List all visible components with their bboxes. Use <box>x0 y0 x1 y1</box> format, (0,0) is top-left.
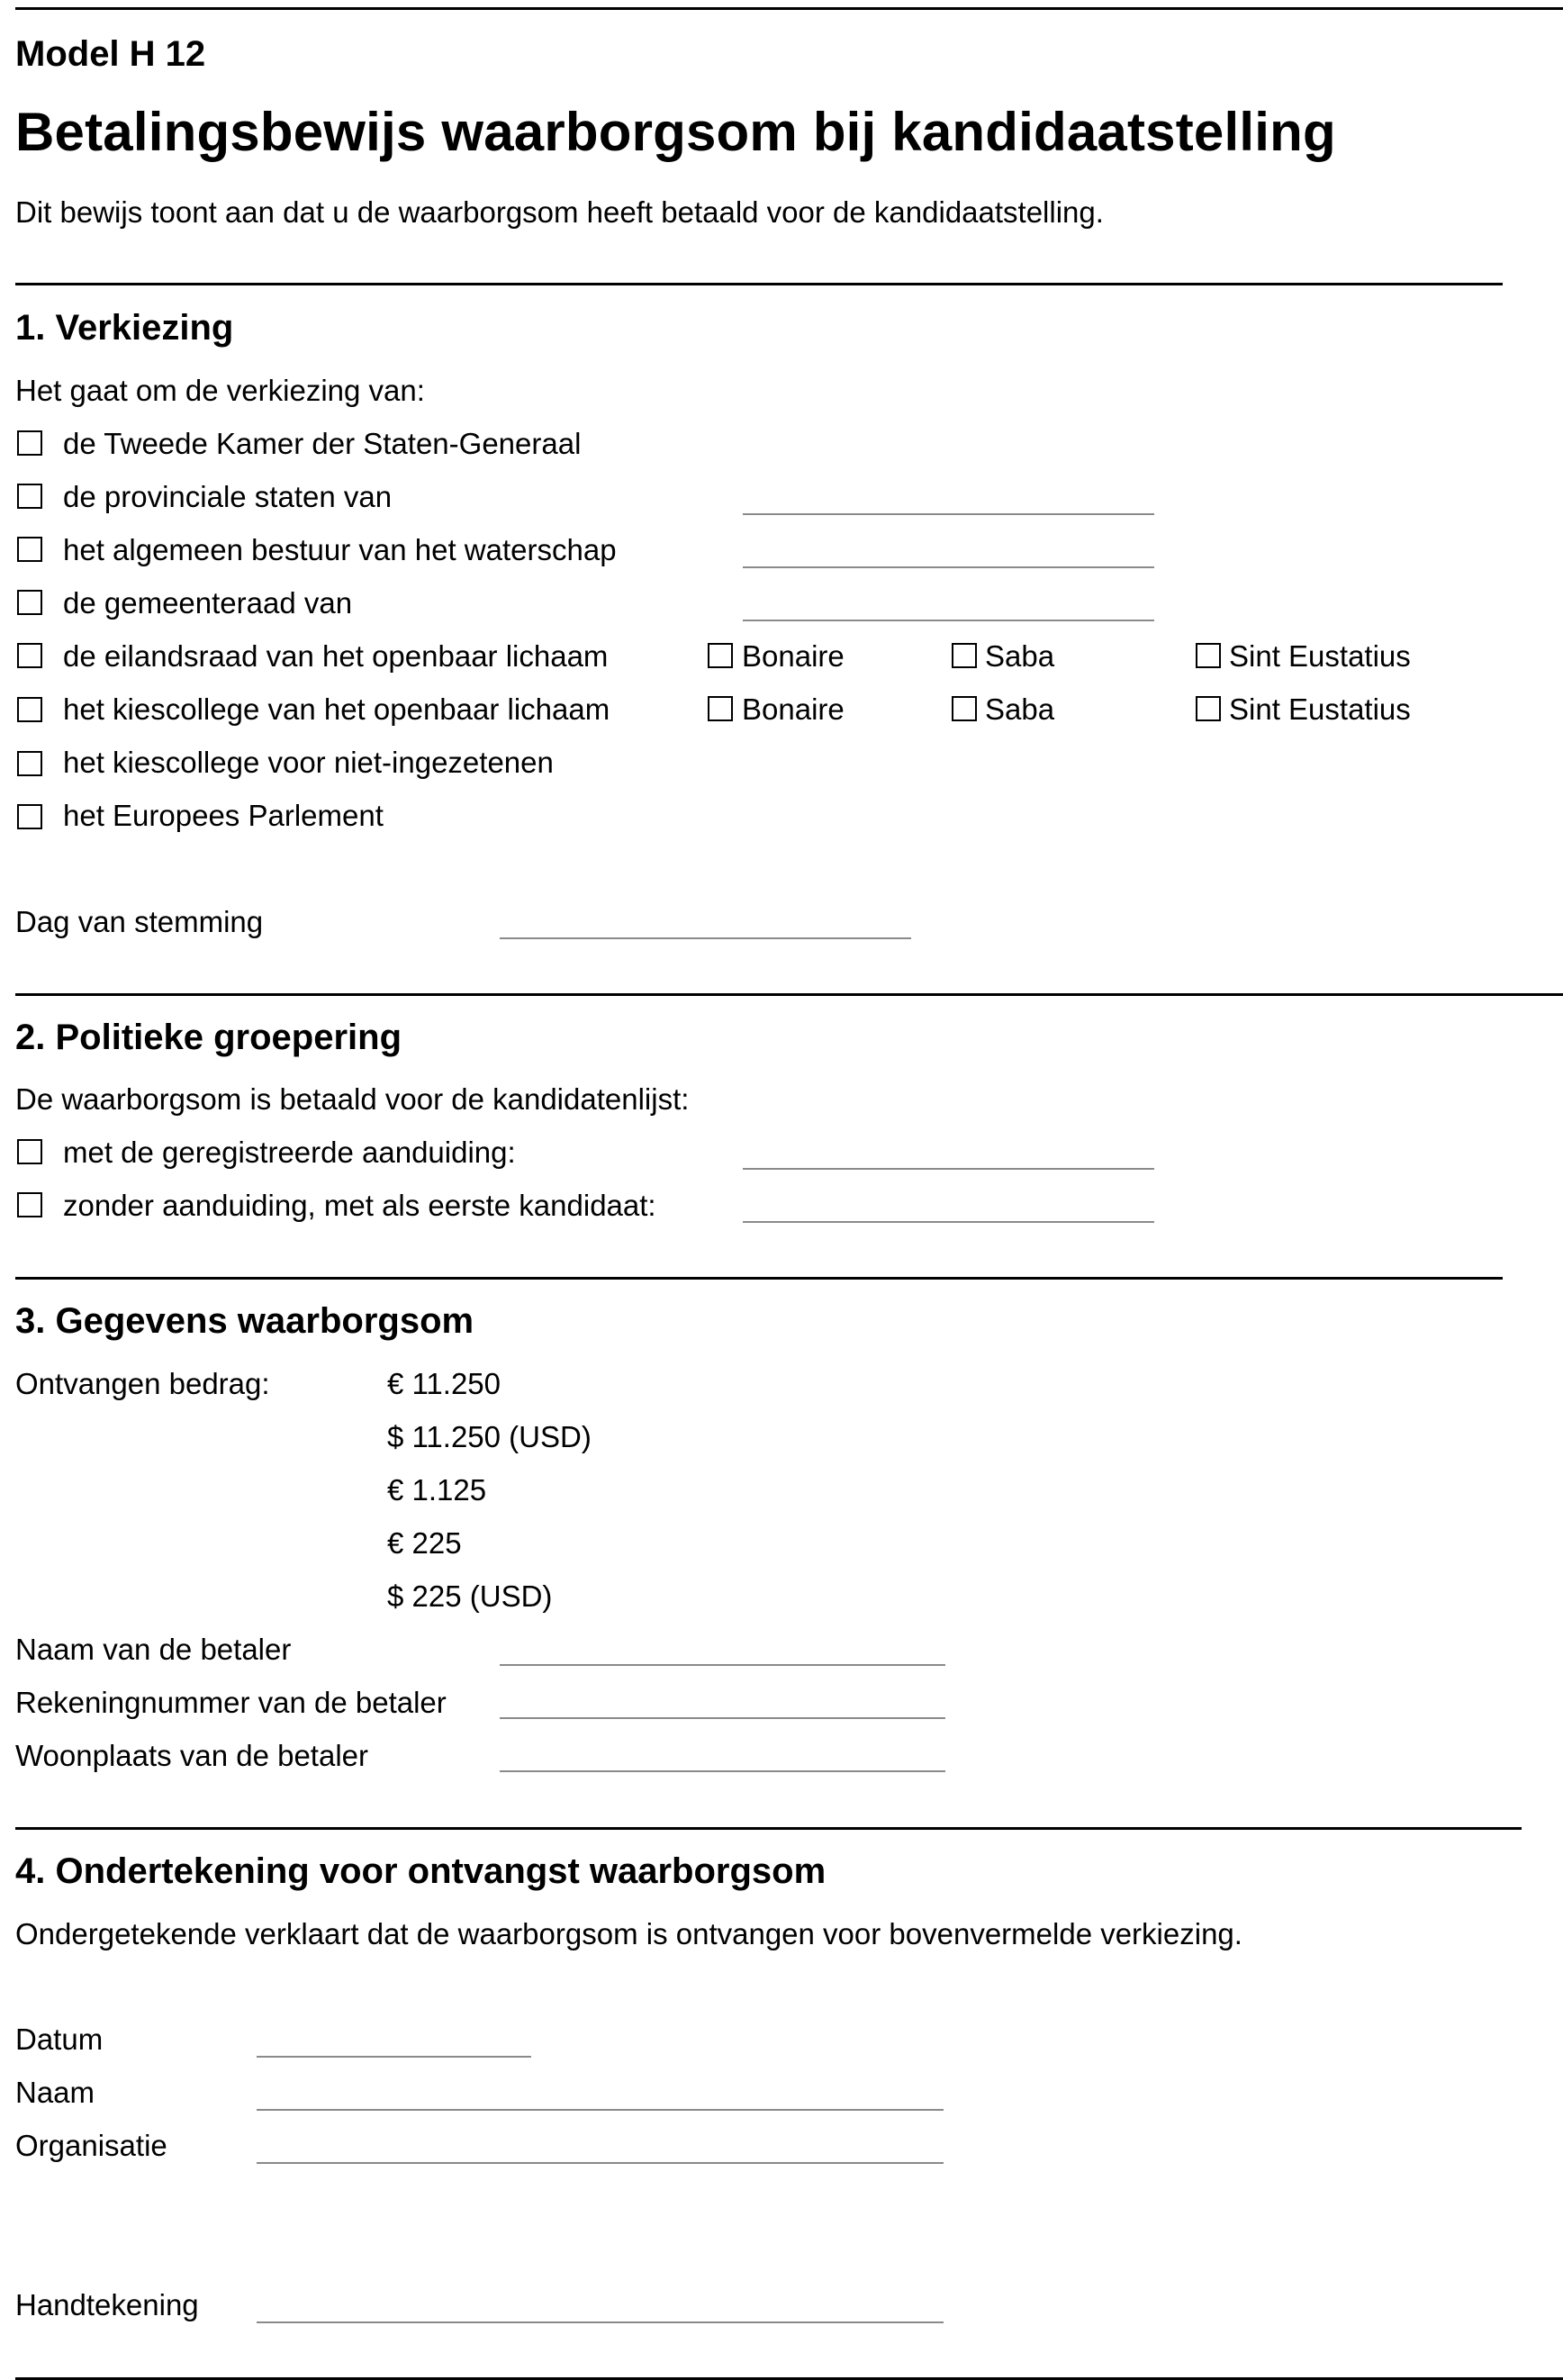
checkbox-kiescollege-saba[interactable] <box>952 696 977 721</box>
payer-account-label: Rekeningnummer van de betaler <box>15 1686 447 1719</box>
top-rule <box>15 7 1563 10</box>
waterschap-field[interactable] <box>743 566 1154 568</box>
eilandsraad-bonaire-label: Bonaire <box>742 639 845 673</box>
section1-rule <box>15 283 1503 285</box>
amount-option: € 1.125 <box>387 1473 487 1507</box>
section1-heading: 1. Verkiezing <box>15 308 234 348</box>
kiescollege-sint-eustatius-label: Sint Eustatius <box>1229 692 1411 726</box>
payer-name-label: Naam van de betaler <box>15 1633 292 1666</box>
voting-day-field[interactable] <box>500 937 911 939</box>
name-field[interactable] <box>257 2109 944 2111</box>
option-europees-parlement: het Europees Parlement <box>63 799 384 832</box>
amount-label: Ontvangen bedrag: <box>15 1367 270 1400</box>
kiescollege-saba-label: Saba <box>985 692 1055 726</box>
amount-option: € 11.250 <box>387 1367 501 1400</box>
kiescollege-bonaire-label: Bonaire <box>742 692 845 726</box>
option-gemeenteraad: de gemeenteraad van <box>63 586 353 620</box>
payer-account-field[interactable] <box>500 1717 945 1719</box>
checkbox-no-designation[interactable] <box>17 1192 42 1217</box>
section4-heading: 4. Ondertekening voor ontvangst waarborgsom <box>15 1851 827 1891</box>
amount-option: $ 225 (USD) <box>387 1579 553 1613</box>
checkbox-kiescollege-openbaar-lichaam[interactable] <box>17 697 42 722</box>
option-kiescollege-niet-ingezetenen: het kiescollege voor niet-ingezetenen <box>63 746 554 779</box>
option-no-designation: zonder aanduiding, met als eerste kandidaat: <box>63 1189 656 1222</box>
checkbox-provinciale-staten[interactable] <box>17 484 42 509</box>
checkbox-kiescollege-niet-ingezetenen[interactable] <box>17 751 42 776</box>
form-intro: Dit bewijs toont aan dat u de waarborgsom heeft betaald voor de kandidaatstelling. <box>15 195 1104 229</box>
option-tweede-kamer: de Tweede Kamer der Staten-Generaal <box>63 427 582 460</box>
option-eilandsraad: de eilandsraad van het openbaar lichaam <box>63 639 609 673</box>
amount-option: € 225 <box>387 1526 462 1560</box>
checkbox-registered-designation[interactable] <box>17 1139 42 1164</box>
section2-intro: De waarborgsom is betaald voor de kandidatenlijst: <box>15 1082 690 1116</box>
signature-label: Handtekening <box>15 2288 199 2321</box>
section4-rule <box>15 1827 1522 1830</box>
organisation-field[interactable] <box>257 2162 944 2164</box>
registered-designation-field[interactable] <box>743 1168 1154 1170</box>
checkbox-eilandsraad-sint-eustatius[interactable] <box>1196 643 1221 668</box>
date-label: Datum <box>15 2023 104 2056</box>
payer-city-label: Woonplaats van de betaler <box>15 1739 368 1772</box>
option-kiescollege-openbaar-lichaam: het kiescollege van het openbaar lichaam <box>63 692 610 726</box>
eilandsraad-sint-eustatius-label: Sint Eustatius <box>1229 639 1411 673</box>
section3-rule <box>15 1277 1503 1280</box>
organisation-label: Organisatie <box>15 2129 167 2162</box>
gemeenteraad-field[interactable] <box>743 620 1154 621</box>
section2-heading: 2. Politieke groepering <box>15 1018 402 1057</box>
payer-city-field[interactable] <box>500 1770 945 1772</box>
eilandsraad-saba-label: Saba <box>985 639 1055 673</box>
name-label: Naam <box>15 2076 95 2109</box>
checkbox-tweede-kamer[interactable] <box>17 430 42 456</box>
checkbox-eilandsraad-bonaire[interactable] <box>708 643 733 668</box>
section4-statement: Ondergetekende verklaart dat de waarborgsom is ontvangen voor bovenvermelde verkiezing. <box>15 1917 1242 1950</box>
form-title: Betalingsbewijs waarborgsom bij kandidaatstelling <box>15 102 1336 162</box>
signature-field[interactable] <box>257 2321 944 2323</box>
checkbox-kiescollege-sint-eustatius[interactable] <box>1196 696 1221 721</box>
checkbox-waterschap[interactable] <box>17 537 42 562</box>
date-field[interactable] <box>257 2056 531 2058</box>
section1-intro: Het gaat om de verkiezing van: <box>15 374 425 407</box>
checkbox-eilandsraad-saba[interactable] <box>952 643 977 668</box>
amount-option: $ 11.250 (USD) <box>387 1420 592 1453</box>
section2-rule <box>15 993 1563 996</box>
checkbox-europees-parlement[interactable] <box>17 804 42 829</box>
checkbox-gemeenteraad[interactable] <box>17 590 42 615</box>
option-registered-designation: met de geregistreerde aanduiding: <box>63 1136 516 1169</box>
option-waterschap: het algemeen bestuur van het waterschap <box>63 533 617 566</box>
checkbox-kiescollege-bonaire[interactable] <box>708 696 733 721</box>
provinciale-staten-field[interactable] <box>743 513 1154 515</box>
option-provinciale-staten: de provinciale staten van <box>63 480 393 513</box>
voting-day-label: Dag van stemming <box>15 905 264 938</box>
model-number: Model H 12 <box>15 34 206 74</box>
first-candidate-field[interactable] <box>743 1221 1154 1223</box>
payer-name-field[interactable] <box>500 1664 945 1666</box>
checkbox-eilandsraad[interactable] <box>17 643 42 668</box>
section3-heading: 3. Gegevens waarborgsom <box>15 1301 474 1341</box>
